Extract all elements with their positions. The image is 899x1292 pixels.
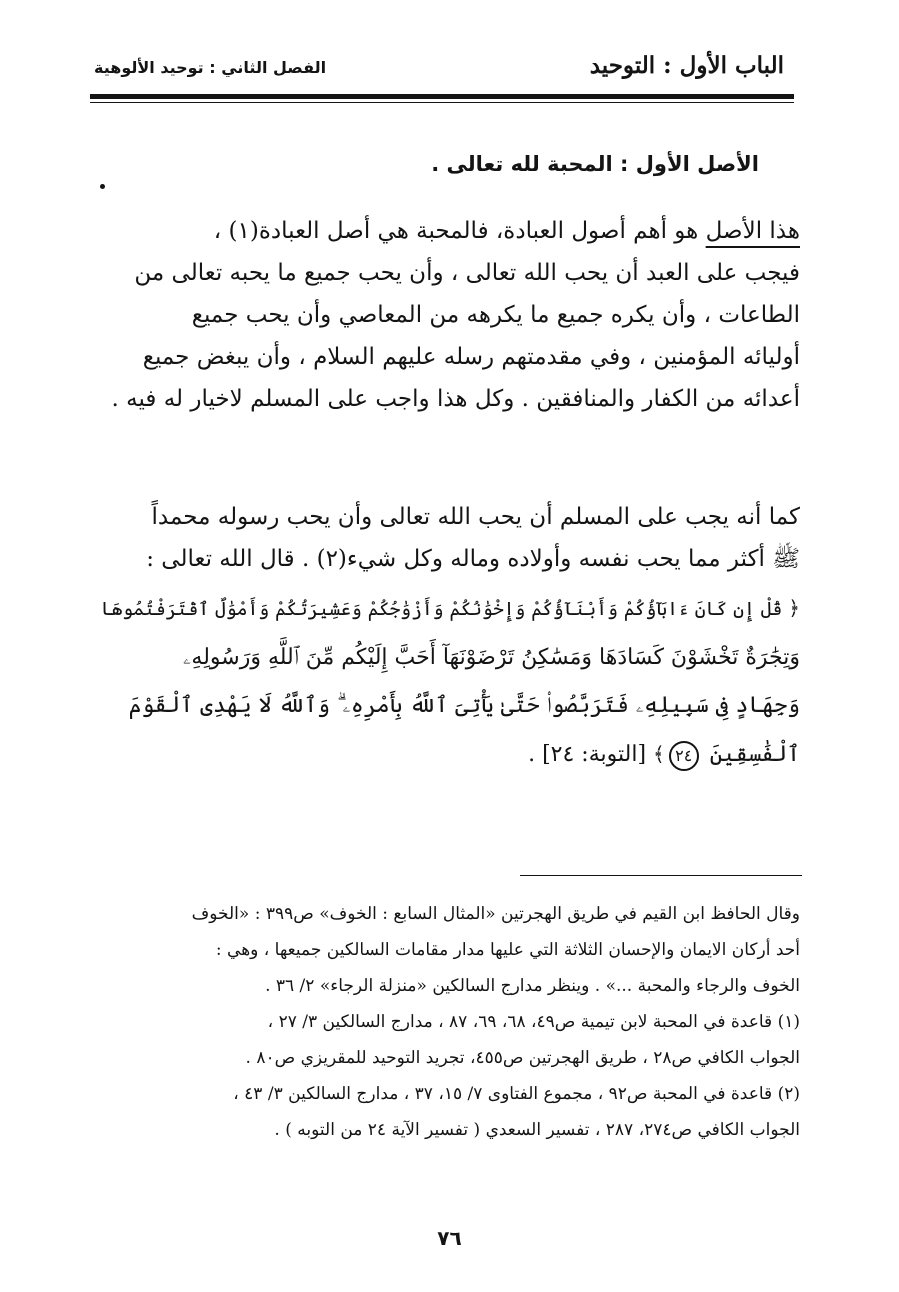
paragraph-line: أوليائه المؤمنين ، وفي مقدمتهم رسله عليهم السلام ، وأن يبغض جميع	[142, 344, 800, 370]
footnote-line: وقال الحافظ ابن القيم في طريق الهجرتين «المثال السابع : الخوف» ص٣٩٩ : «الخوف	[191, 904, 800, 924]
paragraph-line	[100, 210, 800, 252]
running-header	[84, 46, 794, 86]
footnote-line: الخوف والرجاء والمحبة ...» . وينظر مدارج السالكين «منزلة الرجاء» ٢/ ٣٦ .	[265, 976, 800, 996]
paragraph-line: كما أنه يجب على المسلم أن يحب الله تعالى وأن يحب رسوله محمداً	[151, 504, 800, 530]
footnote-line: أحد أركان الايمان والإحسان الثلاثة التي عليها مدار مقامات السالكين جميعها ، وهي :	[215, 940, 800, 960]
paragraph-line: فيجب على العبد أن يحب الله تعالى ، وأن يحب جميع ما يحبه تعالى من	[134, 260, 800, 286]
footnote-line: (١) قاعدة في المحبة لابن تيمية ص٤٩، ٦٨، ٦٩، ٨٧ ، مدارج السالكين ٣/ ٢٧ ،	[267, 1012, 800, 1032]
paragraph-line: الطاعات ، وأن يكره جميع ما يكرهه من المعاصي وأن يحب جميع	[191, 302, 800, 328]
paragraph-line: ﷺ أكثر مما يحب نفسه وأولاده وماله وكل شيء(٢) . قال الله تعالى :	[146, 546, 800, 572]
verse-text: ٱلْفَٰسِقِينَ	[709, 742, 800, 767]
line-text: هو أهم أصول العبادة، فالمحبة هي أصل العبادة(١) ،	[213, 218, 706, 244]
verse-line: وَجِهَادٍ فِى سَبِيلِهِۦ فَتَرَبَّصُوا۟ حَتَّىٰ يَأْتِىَ ٱللَّهُ بِأَمْرِهِۦ ۗ وَٱللَّهُ لَا يَهْدِى ٱلْقَوْمَ	[128, 693, 800, 718]
paragraph-line: أعدائه من الكفار والمنافقين . وكل هذا واجب على المسلم لاخيار له فيه .	[111, 386, 800, 412]
verse-reference: [التوبة: ٢٤] .	[528, 742, 647, 767]
ink-dot	[100, 184, 105, 189]
verse-open-bracket: ﴿	[788, 596, 800, 620]
verse-text: قُلْ إِن كَانَ ءَابَآؤُكُمْ وَأَبْنَآؤُكُمْ وَإِخْوَٰنُكُمْ وَأَزْوَٰجُكُمْ وَعَشِيرَتُكُمْ وَأَمْوَٰلٌ ٱقْتَرَفْتُمُوهَا	[100, 599, 783, 620]
underlined-lead: هذا الأصل	[705, 218, 800, 244]
section-heading: الأصل الأول : المحبة لله تعالى .	[431, 152, 759, 176]
section-header: الفصل الثاني : توحيد الألوهية	[94, 58, 327, 77]
footnote-line: الجواب الكافي ص٢٨ ، طريق الهجرتين ص٤٥٥، تجريد التوحيد للمقريزي ص٨٠ .	[245, 1048, 800, 1068]
header-rule-thick	[90, 94, 794, 99]
verse-line	[100, 730, 800, 779]
page-number: ٧٦	[437, 1226, 462, 1250]
header-rule-thin	[90, 102, 794, 103]
footnote-line: الجواب الكافي ص٢٧٤، ٢٨٧ ، تفسير السعدي ( تفسير الآية ٢٤ من التوبه ) .	[274, 1120, 800, 1140]
footnotes	[100, 896, 800, 1148]
quran-verse	[100, 584, 800, 779]
verse-close-bracket: ﴾	[653, 742, 665, 766]
footnote-separator	[520, 875, 802, 876]
chapter-title: الباب الأول : التوحيد	[589, 52, 784, 79]
paragraph-1	[100, 210, 800, 420]
verse-line: وَتِجَٰرَةٌ تَخْشَوْنَ كَسَادَهَا وَمَسَٰكِنُ تَرْضَوْنَهَآ أَحَبَّ إِلَيْكُم مِّنَ ٱللَّهِ وَرَسُولِهِۦ	[183, 645, 800, 670]
footnote-line: (٢) قاعدة في المحبة ص٩٢ ، مجموع الفتاوى ٧/ ١٥، ٣٧ ، مدارج السالكين ٣/ ٤٣ ،	[233, 1084, 800, 1104]
ayah-number-marker: ٢٤	[669, 741, 699, 771]
verse-line	[100, 584, 800, 634]
paragraph-2	[100, 496, 800, 580]
